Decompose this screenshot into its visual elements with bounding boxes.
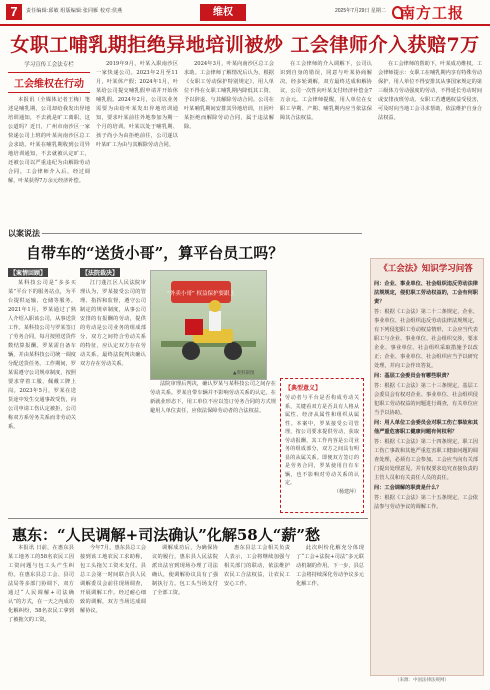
knowledge-qa-body [374,280,478,670]
court-ruling-text: 江门蓬江区人民法院审理认为，罗某接受公司的管理、指挥和监督，遵守公司制定的规章制度，从事公司安排的有报酬的劳动，提供的劳动是公司业务的组成部分，双方之间符合劳动关系的特征，应认定双方存在劳动关系。最终法院判决确认双方存在劳动关系。 [80,280,146,367]
bottom-col3-text: 调解成功后，为确保协议的履行，惠东县人民法院派出法官到现场办理了司法确认，使调解协议具有了强制执行力。包工头当场支付了全部工资。 [152,545,218,596]
typical-significance-box [280,378,364,513]
case-col3 [150,380,276,514]
article1-col4-text: 在工会律师的介入调解下，公司认识到自身的错误，同意与叶某协商解决。经多轮调解，双方最终达成和解协议，公司一次性向叶某支付经济补偿金7万余元。工会律师提醒，用人单位在女职工孕期、产期、哺乳期内应当依法保障其合法权益。 [280,61,372,121]
bottom-col5-text: 此次纠纷化解充分体现了“工会+法院+司法”多元联动机制的作用。下一步，县总工会将持续深化劳动争议多元化解工作。 [296,545,364,587]
section-tag: 维权 [200,4,246,21]
bottom-col1-text: 本报讯 日前，在惠东县某工地务工的58名农民工因工资问题与包工头产生纠纷。在惠东县总工会、县司法局等多部门协调下，双方通过“人民调解+司法确认”的方式，在一天之内成功化解纠纷，58名农民工拿到了被拖欠的工资。 [8,545,74,623]
page-number: 7 [6,4,22,20]
section-label: 以案说法 [8,229,40,238]
article1-col1 [8,96,90,226]
main-headline: 女职工哺乳期拒绝异地培训被炒 工会律师介入获赔7万 [10,34,480,56]
article1-col5-text: 在工会律师的帮助下，叶某成功维权。工会律师提示：女职工在哺乳期内享有特殊劳动保护，用人单位不得安排其从事国家规定的第三级体力劳动强度的劳动，不得延长劳动时间或安排夜班劳动。女职工若遭遇权益受侵害，可及时向当地工会寻求帮助，依法维护自身合法权益。 [378,61,482,121]
header-rule [0,24,490,26]
section-rule [42,233,362,234]
illustration-image [150,270,267,380]
bottom-headline: 惠东：“人民调解+司法确认”化解58人“薪”愁 [12,526,320,544]
scooter-rider-illustration [151,271,266,379]
bottom-col4-text: 惠东县总工会相关负责人表示，工会将继续加强与相关部门的联动，依法维护农民工合法权益，让农民工安心工作。 [224,545,290,587]
judge-box-body: 劳动者与平台是否构成劳动关系，关键看双方是否具有人格从属性、经济从属性和组织从属性。本案中，罗某接受公司管理，按公司要求提供劳动，获取劳动报酬，其工作内容是公司业务的组成部分，双方之间具有明显的从属关系。即便双方签订的是劳务合同，罗某使用自有车辆，也不影响对劳动关系的认定。 [285,395,359,486]
article1-col2-text: 2019年9月，叶某入职南沙区一家快递公司。2023年2月至11月，叶某休产假；2024年1月，叶某给公司提交哺乳假申请并开始休哺乳假。2024年2月，公司以业务需要为由给叶某发出异地培训通知，要求叶某前往外地参加为期一个月的培训。叶某以处于哺乳期、孩子尚小为由拒绝前往，公司遂以叶某旷工为由与其解除劳动合同。 [96,61,178,148]
bottom-rule [8,518,368,519]
qa-answer-3: 答：根据《工会法》第二十四条规定，职工因工伤亡事故和其他严重危害职工健康问题的调查处理，必须有工会参加。工会应当向有关部门提出处理意见，并有权要求追究直接负责的主管人员和有关责任人员的责任。 [374,439,478,481]
qa-question-3: 问：用人单位工会委员会对职工伤亡事故和其他严重危害职工健康问题有何权利？ [374,420,478,435]
article1-col2 [96,60,178,226]
qa-answer-1: 答：根据《工会法》第二十二条规定，企业、事业单位、社会组织违反劳动法律法规规定，有下列侵犯职工劳动权益情形，工会应当代表职工与企业、事业单位、社会组织交涉，要求企业、事业单位、社会组织采取措施予以改正；企业、事业单位、社会组织应当予以研究处理，并向工会作出答复。 [374,309,478,369]
judge-box-title: 【典型意义】 [285,386,322,392]
qa-question-4: 问：工会调解的职责是什么？ [374,485,442,491]
issue-date: 2025年7月29日 星期二 [335,8,386,14]
qa-question-2: 问：基层工会委员会有哪些职责？ [374,373,452,379]
photo-banner: “外卖小哥” 权益保护要跟上 [167,291,235,297]
case-review-label: 【案情回顾】 [8,268,48,277]
qa-question-1: 问：企业、事业单位、社会组织违反劳动法律法规规定，侵犯职工劳动权益的，工会有何职责？ [374,281,478,305]
column-label-block [8,60,90,93]
case-col2 [80,266,146,514]
bottom-col2 [80,544,146,684]
qa-answer-2: 答：根据《工会法》第二十三条规定，基层工会委员会有权对企业、事业单位、社会组织侵犯职工劳动权益的问题进行调查，有关单位应当予以协助。 [374,383,478,416]
bottom-col4 [224,544,290,684]
qa-answer-4: 答：根据《工会法》第二十五条规定，工会依法参与劳动争议的调解工作。 [374,495,478,510]
case-col1 [8,266,76,514]
article1-col3 [184,60,274,226]
knowledge-qa-title: 《工会法》知识学习问答 [379,264,473,274]
brand-name: 南方工报 [400,4,465,22]
case-headline: 自带车的“送货小哥”，算平台员工吗？ [26,244,284,262]
article1-col3-text: 2024年3月，叶某向南沙区总工会求助。工会律师了解情况后认为，根据《女职工劳动保护特别规定》，用人单位不得在女职工哺乳期内降低其工资、予以辞退、与其解除劳动合同。公司在叶某哺乳期间安排其异地培训，且因叶某拒绝而解除劳动合同，属于违法解除。 [184,61,274,130]
bottom-col3 [152,544,218,684]
article1-col4 [280,60,372,226]
court-ruling-label: 【法院裁决】 [80,268,120,277]
source-credit: （来源：中国法律法规网） [395,678,449,683]
article1-col5 [378,60,482,220]
editors-line: 责任编辑:邱敏 组版编辑:张同雁 校对:侯燕 [26,8,123,14]
column-label: 学习宣传工会法专栏 [24,62,74,68]
bottom-col2-text: 今年7月，惠东县总工会接到该工地农民工求助称，包工头拖欠工资未支付。县总工会第一时间联合县人民调解委员会前往现场调查，开展调解工作。经过耐心细致的调解，双方当场达成调解协议。 [80,545,146,614]
bottom-col5 [296,544,364,684]
case-verdict-text: 法院审理后判决，确认罗某与某科技公司之间存在劳动关系。罗某自带车辆并不影响劳动关系的认定。在新就业形态下，用工单位不应以签订劳务合同的方式规避用人单位责任，应依法保障劳动者的合法权益。 [150,381,276,414]
judge-box-signature: （杨建萍） [333,488,359,495]
photo-caption: ▲资料制图 [233,371,255,376]
article1-col1-text: 本报讯（全媒体记者王梅）笔述是哺乳期，公司却给我发出异地培训通知，不去就是旷工离职，这公道吗？近日，广州市南沙区一家快递公司上班的叶某向南沙区总工会求助。叶某在哺乳期收到公司异地培训通知，不去就被认定旷工，还被公司以严重违纪为由解除劳动合同。工会律师介入后，经过调解，叶某获得7万余元经济补偿。 [8,97,90,184]
case-review-text: 某科技公司是“多多买菜”平台下的服务站点，为平台提供运输、仓储等服务。2021年1月，罗某通过了熟人介绍入职该公司，从事送货工作。某科技公司与罗某签订了劳务合同，每月按照送货件数结算报酬。罗某需自备车辆，并由某科技公司统一调度分配送货任务。工作期间，罗某需遵守公司规章制度，按照要求穿着工服、佩戴工牌上岗。2023年5月，罗某在送货途中发生交通事故受伤，向公司申请工伤认定被拒，公司称双方系劳务关系而非劳动关系。 [8,280,76,430]
column-slogan: 工会维权在行动 [8,72,90,93]
bottom-col1 [8,544,74,684]
